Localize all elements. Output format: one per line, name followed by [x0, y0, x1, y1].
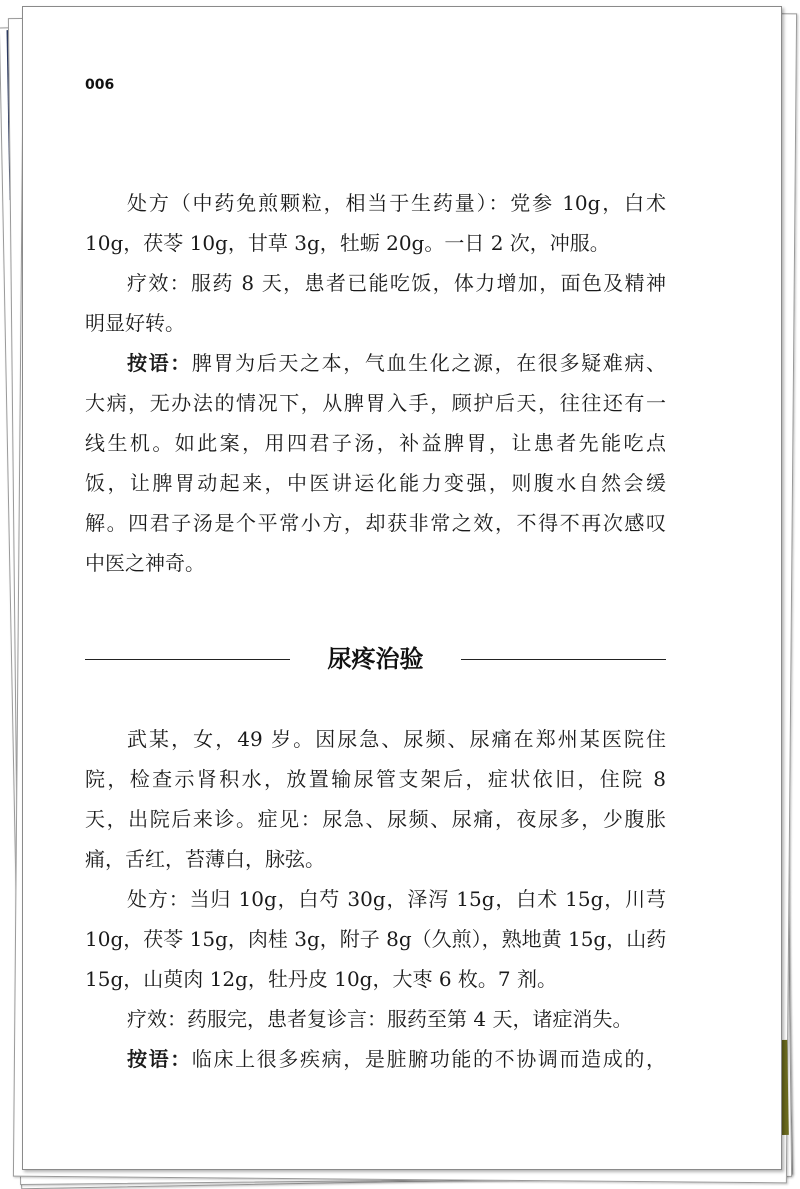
page-number: 006 — [85, 77, 115, 93]
note-line: 饭，让脾胃动起来，中医讲运化能力变强，则腹水自然会缓 — [85, 471, 666, 495]
paragraph-line: 处方（中药免煎颗粒，相当于生药量）：党参 10g，白术 — [127, 191, 666, 215]
paragraph-line: 天，出院后来诊。症见：尿急、尿频、尿痛，夜尿多，少腹胀 — [85, 807, 666, 831]
note-line — [85, 343, 666, 383]
note-line: 中医之神奇。 — [85, 551, 205, 575]
section-1 — [85, 183, 666, 583]
paragraph-line: 15g，山萸肉 12g，牡丹皮 10g，大枣 6 枚。7 剂。 — [85, 967, 557, 991]
note-line: 大病，无办法的情况下，从脾胃入手，顾护后天，往往还有一 — [85, 391, 666, 415]
paragraph-line: 明显好转。 — [85, 311, 185, 335]
note-text: 临床上很多疾病，是脏腑功能的不协调而造成的， — [191, 1047, 666, 1071]
note-line: 解。四君子汤是个平常小方，却获非常之效，不得不再次感叹 — [85, 511, 666, 535]
note-line: 线生机。如此案，用四君子汤，补益脾胃，让患者先能吃点 — [85, 431, 666, 455]
paragraph-line: 院，检查示肾积水，放置输尿管支架后，症状依旧，住院 8 — [85, 767, 666, 791]
note-label: 按语： — [127, 351, 192, 375]
section-heading — [85, 637, 666, 681]
paragraph-line: 痛，舌红，苔薄白，脉弦。 — [85, 847, 325, 871]
paragraph-line: 处方：当归 10g，白芍 30g，泽泻 15g，白术 15g，川芎 — [127, 887, 666, 911]
note-text: 脾胃为后天之本，气血生化之源，在很多疑难病、 — [191, 351, 666, 375]
document-page — [22, 6, 782, 1170]
note-label: 按语： — [127, 1047, 192, 1071]
heading-title: 尿疼治验 — [327, 645, 424, 673]
paragraph-line: 10g，茯苓 10g，甘草 3g，牡蛎 20g。一日 2 次，冲服。 — [85, 231, 610, 255]
note-line — [85, 1039, 666, 1079]
section-2 — [85, 719, 666, 1079]
paragraph-line: 10g，茯苓 15g，肉桂 3g，附子 8g（久煎），熟地黄 15g，山药 — [85, 927, 667, 951]
paragraph-line: 疗效：药服完，患者复诊言：服药至第 4 天，诸症消失。 — [127, 1007, 633, 1031]
paragraph-line: 疗效：服药 8 天，患者已能吃饭，体力增加，面色及精神 — [127, 271, 666, 295]
paragraph-line: 武某，女，49 岁。因尿急、尿频、尿痛在郑州某医院住 — [127, 727, 666, 751]
